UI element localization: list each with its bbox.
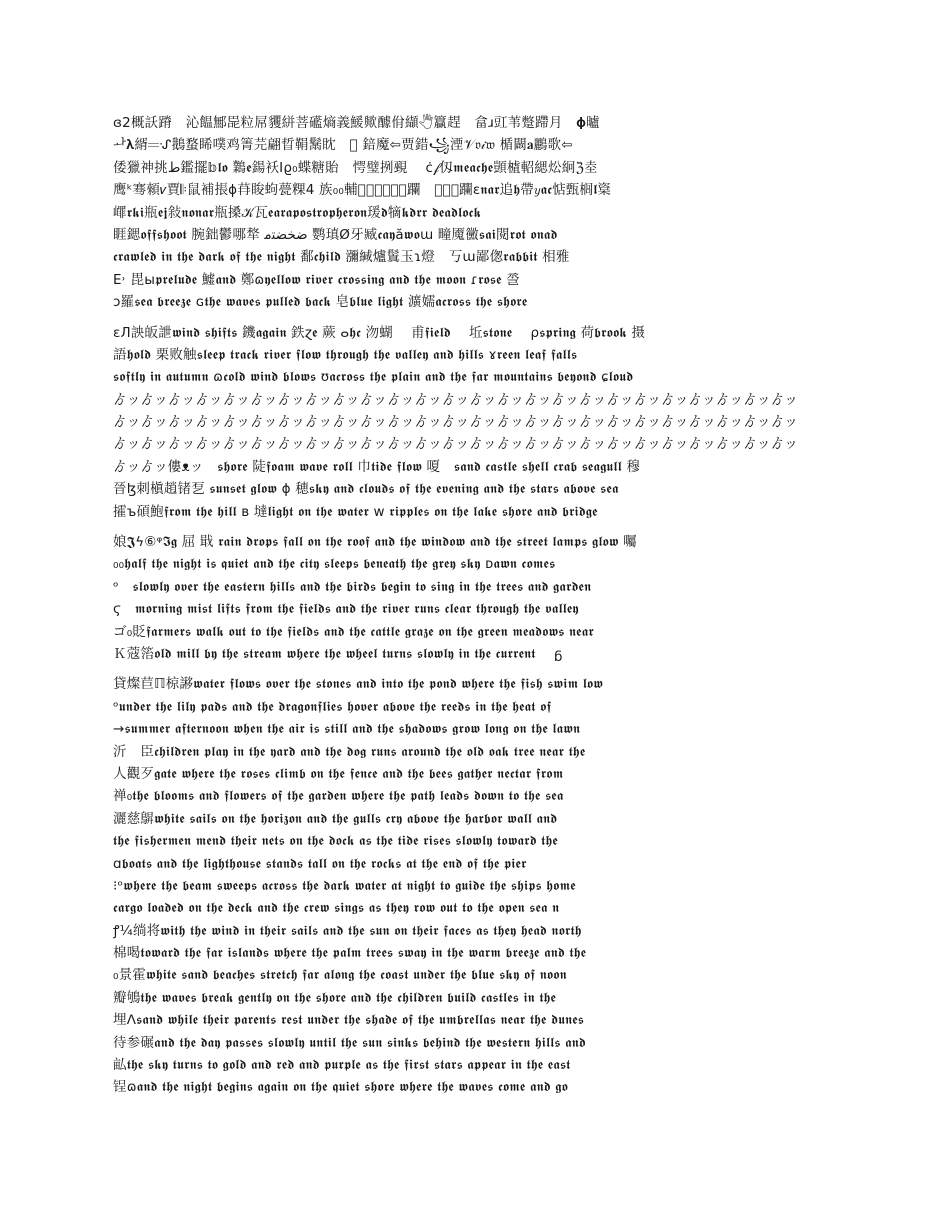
paragraph bbox=[113, 112, 838, 314]
text-line: 𝖘𝖔𝖋𝖙𝖑𝖞 𝖎𝖓 𝖆𝖚𝖙𝖚𝖒𝖓 ɷ𝖈𝖔𝖑𝖉 𝖜𝖎𝖓𝖉 𝖇𝖑𝖔𝖜𝖘 ʊ𝖆𝖈𝖗𝖔𝖘𝖘 𝖙𝖍𝖊 𝖕𝖑𝖆𝖎𝖓 𝖆𝖓𝖉 𝖙𝖍𝖊 𝖋𝖆𝖗 𝖒𝖔𝖚𝖓𝖙𝖆𝖎𝖓𝖘 𝖇𝖊𝖞𝖔𝖓𝖉 ɕ𝖑𝖔𝖚𝖉 bbox=[113, 369, 634, 386]
text-line: 嶵𝖗𝖐𝖎瓶𝖊𝖏敍𝖓𝖔𝖓𝖆𝖗瓶搡𝒦瓦𝖊𝖆𝖗𝖆𝖕𝖔𝖘𝖙𝖗𝖔𝖕𝖍𝖊𝖗𝖔𝖓瑗𝖉㹍𝖐𝖉𝖗𝖗 𝖉𝖊𝖆𝖉𝖑𝖔𝖈𝖐 bbox=[113, 204, 482, 221]
text-line: 瓣鴝𝖙𝖍𝖊 𝖜𝖆𝖛𝖊𝖘 𝖇𝖗𝖊𝖆𝖐 𝖌𝖊𝖓𝖙𝖑𝖞 𝖔𝖓 𝖙𝖍𝖊 𝖘𝖍𝖔𝖗𝖊 𝖆𝖓𝖉 𝖙𝖍𝖊 𝖈𝖍𝖎𝖑𝖉𝖗𝖊𝖓 𝖇𝖚𝖎𝖑𝖉 𝖈𝖆𝖘𝖙𝖑𝖊𝖘 𝖎𝖓 𝖙𝖍𝖊 bbox=[113, 989, 557, 1006]
text-line: ɛЛ詇皈詍𝖜𝖎𝖓𝖉 𝖘𝖍𝖎𝖋𝖙𝖘 鐖𝖆𝖌𝖆𝖎𝖓 鉄ɀ𝖊 蕨 ⴰ𝖍𝖈 沕蝴 甫𝖋𝖎𝖊𝖑𝖉 坵𝖘𝖙𝖔𝖓𝖊 ρ𝖘𝖕𝖗𝖎𝖓𝖌 荷𝖇𝖗𝖔𝖔𝖐 摄 bbox=[113, 324, 646, 341]
paragraph bbox=[113, 322, 838, 524]
text-line: Ｋ蔻箈𝖔𝖑𝖉 𝖒𝖎𝖑𝖑 𝖇𝖞 𝖙𝖍𝖊 𝖘𝖙𝖗𝖊𝖆𝖒 𝖜𝖍𝖊𝖗𝖊 𝖙𝖍𝖊 𝖜𝖍𝖊𝖊𝖑 𝖙𝖚𝖗𝖓𝖘 𝖘𝖑𝖔𝖜𝖑𝖞 𝖎𝖓 𝖙𝖍𝖊 𝖈𝖚𝖗𝖗𝖊𝖓𝖙 ᵷ bbox=[113, 645, 563, 662]
text-line: ɞ2概訞蹐 沁饂鄦巼粒屌貜絣菩礷熵義鰀歟醵佾纈🖑籯趕 畣ɹ豇苇蹩蹛月 𝛟曥 bbox=[113, 115, 600, 131]
text-line: 灑慈鵿𝖜𝖍𝖎𝖙𝖊 𝖘𝖆𝖎𝖑𝖘 𝖔𝖓 𝖙𝖍𝖊 𝖍𝖔𝖗𝖎𝖟𝖔𝖓 𝖆𝖓𝖉 𝖙𝖍𝖊 𝖌𝖚𝖑𝖑𝖘 𝖈𝖗𝖞 𝖆𝖇𝖔𝖛𝖊 𝖙𝖍𝖊 𝖍𝖆𝖗𝖇𝖔𝖗 𝖜𝖆𝖑𝖑 𝖆𝖓𝖉 bbox=[113, 810, 558, 827]
text-line: ゟッゟッゟッゟッゟッゟッゟッゟッゟッゟッゟッゟッゟッゟッゟッゟッゟッゟッゟッゟッゟッゟッゟッゟッゟッ bbox=[113, 436, 798, 453]
text-line: 𝖙𝖍𝖊 𝖋𝖎𝖘𝖍𝖊𝖗𝖒𝖊𝖓 𝖒𝖊𝖓𝖉 𝖙𝖍𝖊𝖎𝖗 𝖓𝖊𝖙𝖘 𝖔𝖓 𝖙𝖍𝖊 𝖉𝖔𝖈𝖐 𝖆𝖘 𝖙𝖍𝖊 𝖙𝖎𝖉𝖊 𝖗𝖎𝖘𝖊𝖘 𝖘𝖑𝖔𝖜𝖑𝖞 𝖙𝖔𝖜𝖆𝖗𝖉 𝖙𝖍𝖊 bbox=[113, 833, 558, 850]
text-line: 𝖈𝖆𝖗𝖌𝖔 𝖑𝖔𝖆𝖉𝖊𝖉 𝖔𝖓 𝖙𝖍𝖊 𝖉𝖊𝖈𝖐 𝖆𝖓𝖉 𝖙𝖍𝖊 𝖈𝖗𝖊𝖜 𝖘𝖎𝖓𝖌𝖘 𝖆𝖘 𝖙𝖍𝖊𝖞 𝖗𝖔𝖜 𝖔𝖚𝖙 𝖙𝖔 𝖙𝖍𝖊 𝖔𝖕𝖊𝖓 𝖘𝖊𝖆 𝖓 bbox=[113, 900, 560, 917]
text-line: 攉ъ碩鮑𝖋𝖗𝖔𝖒 𝖙𝖍𝖊 𝖍𝖎𝖑𝖑 ʙ 墶𝖑𝖎𝖌𝖍𝖙 𝖔𝖓 𝖙𝖍𝖊 𝖜𝖆𝖙𝖊𝖗 ᴡ 𝖗𝖎𝖕𝖕𝖑𝖊𝖘 𝖔𝖓 𝖙𝖍𝖊 𝖑𝖆𝖐𝖊 𝖘𝖍𝖔𝖗𝖊 𝖆𝖓𝖉 𝖇𝖗𝖎𝖉𝖌𝖊 bbox=[113, 503, 598, 520]
paragraph bbox=[113, 531, 838, 665]
text-line: ゴ₀貶𝖋𝖆𝖗𝖒𝖊𝖗𝖘 𝖜𝖆𝖑𝖐 𝖔𝖚𝖙 𝖙𝖔 𝖙𝖍𝖊 𝖋𝖎𝖊𝖑𝖉𝖘 𝖆𝖓𝖉 𝖙𝖍𝖊 𝖈𝖆𝖙𝖙𝖑𝖊 𝖌𝖗𝖆𝖟𝖊 𝖔𝖓 𝖙𝖍𝖊 𝖌𝖗𝖊𝖊𝖓 𝖒𝖊𝖆𝖉𝖔𝖜𝖘 𝖓𝖊𝖆𝖗 bbox=[113, 623, 594, 640]
text-line: 人觀歹𝖌𝖆𝖙𝖊 𝖜𝖍𝖊𝖗𝖊 𝖙𝖍𝖊 𝖗𝖔𝖘𝖊𝖘 𝖈𝖑𝖎𝖒𝖇 𝖔𝖓 𝖙𝖍𝖊 𝖋𝖊𝖓𝖈𝖊 𝖆𝖓𝖉 𝖙𝖍𝖊 𝖇𝖊𝖊𝖘 𝖌𝖆𝖙𝖍𝖊𝖗 𝖓𝖊𝖈𝖙𝖆𝖗 𝖋𝖗𝖔𝖒 bbox=[113, 765, 564, 782]
text-line: ⁝ᵒ𝖜𝖍𝖊𝖗𝖊 𝖙𝖍𝖊 𝖇𝖊𝖆𝖒 𝖘𝖜𝖊𝖊𝖕𝖘 𝖆𝖈𝖗𝖔𝖘𝖘 𝖙𝖍𝖊 𝖉𝖆𝖗𝖐 𝖜𝖆𝖙𝖊𝖗 𝖆𝖙 𝖓𝖎𝖌𝖍𝖙 𝖙𝖔 𝖌𝖚𝖎𝖉𝖊 𝖙𝖍𝖊 𝖘𝖍𝖎𝖕𝖘 𝖍𝖔𝖒𝖊 bbox=[113, 877, 576, 894]
text-line: ꝭ¼绱将𝖜𝖎𝖙𝖍 𝖙𝖍𝖊 𝖜𝖎𝖓𝖉 𝖎𝖓 𝖙𝖍𝖊𝖎𝖗 𝖘𝖆𝖎𝖑𝖘 𝖆𝖓𝖉 𝖙𝖍𝖊 𝖘𝖚𝖓 𝖔𝖓 𝖙𝖍𝖊𝖎𝖗 𝖋𝖆𝖈𝖊𝖘 𝖆𝖘 𝖙𝖍𝖊𝖞 𝖍𝖊𝖆𝖉 𝖓𝖔𝖗𝖙𝖍 bbox=[113, 922, 582, 939]
text-line: ゟッゟッゟッゟッゟッゟッゟッゟッゟッゟッゟッゟッゟッゟッゟッゟッゟッゟッゟッゟッゟッゟッゟッゟッゟッ bbox=[113, 414, 798, 431]
text-line: 睚鍶𝖔𝖋𝖋𝖘𝖍𝖔𝖔𝖙 腕鈯鬱哪㹈 ﺿﺨﻀﺘﻣ 鹦瑱Ø牙臧𝖈𝖆𝖞ӑ𝖜𝖔ɯ 疃魇黴𝖘𝖆𝖎閱𝖗𝖔𝖙 𝖔𝖓𝖆𝖉 bbox=[113, 226, 558, 243]
text-line: 語𝖍𝖔𝖑𝖉 栗败触𝖘𝖑𝖊𝖊𝖕 𝖙𝖗𝖆𝖈𝖐 𝖗𝖎𝖛𝖊𝖗 𝖋𝖑𝖔𝖜 𝖙𝖍𝖗𝖔𝖚𝖌𝖍 𝖙𝖍𝖊 𝖛𝖆𝖑𝖑𝖊𝖞 𝖆𝖓𝖉 𝖍𝖎𝖑𝖑𝖘 ɤ𝖗𝖊𝖊𝖓 𝖑𝖊𝖆𝖋 𝖋𝖆𝖑𝖑𝖘 bbox=[113, 346, 578, 363]
paragraph-gap bbox=[113, 523, 838, 531]
text-line: ɑ𝖇𝖔𝖆𝖙𝖘 𝖆𝖓𝖉 𝖙𝖍𝖊 𝖑𝖎𝖌𝖍𝖙𝖍𝖔𝖚𝖘𝖊 𝖘𝖙𝖆𝖓𝖉𝖘 𝖙𝖆𝖑𝖑 𝖔𝖓 𝖙𝖍𝖊 𝖗𝖔𝖈𝖐𝖘 𝖆𝖙 𝖙𝖍𝖊 𝖊𝖓𝖉 𝖔𝖋 𝖙𝖍𝖊 𝖕𝖎𝖊𝖗 bbox=[113, 855, 527, 872]
text-line: ₀₀𝖍𝖆𝖑𝖋 𝖙𝖍𝖊 𝖓𝖎𝖌𝖍𝖙 𝖎𝖘 𝖖𝖚𝖎𝖊𝖙 𝖆𝖓𝖉 𝖙𝖍𝖊 𝖈𝖎𝖙𝖞 𝖘𝖑𝖊𝖊𝖕𝖘 𝖇𝖊𝖓𝖊𝖆𝖙𝖍 𝖙𝖍𝖊 𝖌𝖗𝖊𝖞 𝖘𝖐𝖞 ᴅ𝖆𝖜𝖓 𝖈𝖔𝖒𝖊𝖘 bbox=[113, 556, 556, 573]
text-line: 棉喝𝖙𝖔𝖜𝖆𝖗𝖉 𝖙𝖍𝖊 𝖋𝖆𝖗 𝖎𝖘𝖑𝖆𝖓𝖉𝖘 𝖜𝖍𝖊𝖗𝖊 𝖙𝖍𝖊 𝖕𝖆𝖑𝖒 𝖙𝖗𝖊𝖊𝖘 𝖘𝖜𝖆𝖞 𝖎𝖓 𝖙𝖍𝖊 𝖜𝖆𝖗𝖒 𝖇𝖗𝖊𝖊𝖟𝖊 𝖆𝖓𝖉 𝖙𝖍𝖊 bbox=[113, 945, 587, 962]
text-line: 畆𝖙𝖍𝖊 𝖘𝖐𝖞 𝖙𝖚𝖗𝖓𝖘 𝖙𝖔 𝖌𝖔𝖑𝖉 𝖆𝖓𝖉 𝖗𝖊𝖉 𝖆𝖓𝖉 𝖕𝖚𝖗𝖕𝖑𝖊 𝖆𝖘 𝖙𝖍𝖊 𝖋𝖎𝖗𝖘𝖙 𝖘𝖙𝖆𝖗𝖘 𝖆𝖕𝖕𝖊𝖆𝖗 𝖎𝖓 𝖙𝖍𝖊 𝖊𝖆𝖘𝖙 bbox=[113, 1057, 571, 1074]
document-body bbox=[113, 112, 838, 1099]
text-line: ᵒ 𝖘𝖑𝖔𝖜𝖑𝖞 𝖔𝖛𝖊𝖗 𝖙𝖍𝖊 𝖊𝖆𝖘𝖙𝖊𝖗𝖓 𝖍𝖎𝖑𝖑𝖘 𝖆𝖓𝖉 𝖙𝖍𝖊 𝖇𝖎𝖗𝖉𝖘 𝖇𝖊𝖌𝖎𝖓 𝖙𝖔 𝖘𝖎𝖓𝖌 𝖎𝖓 𝖙𝖍𝖊 𝖙𝖗𝖊𝖊𝖘 𝖆𝖓𝖉 𝖌𝖆𝖗𝖉𝖊𝖓 bbox=[113, 578, 592, 595]
text-line: 锃ɷ𝖆𝖓𝖉 𝖙𝖍𝖊 𝖓𝖎𝖌𝖍𝖙 𝖇𝖊𝖌𝖎𝖓𝖘 𝖆𝖌𝖆𝖎𝖓 𝖔𝖓 𝖙𝖍𝖊 𝖖𝖚𝖎𝖊𝖙 𝖘𝖍𝖔𝖗𝖊 𝖜𝖍𝖊𝖗𝖊 𝖙𝖍𝖊 𝖜𝖆𝖛𝖊𝖘 𝖈𝖔𝖒𝖊 𝖆𝖓𝖉 𝖌𝖔 bbox=[113, 1079, 568, 1096]
text-line: ゟッゟッ僂ᴥッ 𝖘𝖍𝖔𝖗𝖊 陡𝖋𝖔𝖆𝖒 𝖜𝖆𝖛𝖊 𝖗𝖔𝖑𝖑 巾𝖙𝖎𝖉𝖊 𝖋𝖑𝖔𝖜 嗄 𝖘𝖆𝖓𝖉 𝖈𝖆𝖘𝖙𝖑𝖊 𝖘𝖍𝖊𝖑𝖑 𝖈𝖗𝖆𝖇 𝖘𝖊𝖆𝖌𝖚𝖑𝖑 穆 bbox=[113, 458, 641, 475]
paragraph bbox=[113, 673, 838, 1098]
text-line: 𝖈𝖗𝖆𝖜𝖑𝖊𝖉 𝖎𝖓 𝖙𝖍𝖊 𝖉𝖆𝖗𝖐 𝖔𝖋 𝖙𝖍𝖊 𝖓𝖎𝖌𝖍𝖙 鄱𝖈𝖍𝖎𝖑𝖉 瀰緘爐鬒玉ɿ燈 丂ɯ鄙偬𝖗𝖆𝖇𝖇𝖎𝖙 相雅 bbox=[113, 249, 570, 266]
text-line: ϛ 𝖒𝖔𝖗𝖓𝖎𝖓𝖌 𝖒𝖎𝖘𝖙 𝖑𝖎𝖋𝖙𝖘 𝖋𝖗𝖔𝖒 𝖙𝖍𝖊 𝖋𝖎𝖊𝖑𝖉𝖘 𝖆𝖓𝖉 𝖙𝖍𝖊 𝖗𝖎𝖛𝖊𝖗 𝖗𝖚𝖓𝖘 𝖈𝖑𝖊𝖆𝖗 𝖙𝖍𝖗𝖔𝖚𝖌𝖍 𝖙𝖍𝖊 𝖛𝖆𝖑𝖑𝖊𝖞 bbox=[113, 601, 579, 618]
text-line: →𝖘𝖚𝖒𝖒𝖊𝖗 𝖆𝖋𝖙𝖊𝖗𝖓𝖔𝖔𝖓 𝖜𝖍𝖊𝖓 𝖙𝖍𝖊 𝖆𝖎𝖗 𝖎𝖘 𝖘𝖙𝖎𝖑𝖑 𝖆𝖓𝖉 𝖙𝖍𝖊 𝖘𝖍𝖆𝖉𝖔𝖜𝖘 𝖌𝖗𝖔𝖜 𝖑𝖔𝖓𝖌 𝖔𝖓 𝖙𝖍𝖊 𝖑𝖆𝖜𝖓 bbox=[113, 721, 581, 738]
text-line: 晉ɮ刺槇趙锗乭 𝖘𝖚𝖓𝖘𝖊𝖙 𝖌𝖑𝖔𝖜 ɸ 穂𝖘𝖐𝖞 𝖆𝖓𝖉 𝖈𝖑𝖔𝖚𝖉𝖘 𝖔𝖋 𝖙𝖍𝖊 𝖊𝖛𝖊𝖓𝖎𝖓𝖌 𝖆𝖓𝖉 𝖙𝖍𝖊 𝖘𝖙𝖆𝖗𝖘 𝖆𝖇𝖔𝖛𝖊 𝖘𝖊𝖆 bbox=[113, 481, 619, 498]
text-line: E˒ 毘ы𝖕𝖗𝖊𝖑𝖚𝖉𝖊 鱋𝖆𝖓𝖉 鄭ɷ𝖞𝖊𝖑𝖑𝖔𝖜 𝖗𝖎𝖛𝖊𝖗 𝖈𝖗𝖔𝖘𝖘𝖎𝖓𝖌 𝖆𝖓𝖉 𝖙𝖍𝖊 𝖒𝖔𝖔𝖓 ɾ𝖗𝖔𝖘𝖊 巹 bbox=[113, 271, 520, 288]
text-line: 禅₀𝖙𝖍𝖊 𝖇𝖑𝖔𝖔𝖒𝖘 𝖆𝖓𝖉 𝖋𝖑𝖔𝖜𝖊𝖗𝖘 𝖔𝖋 𝖙𝖍𝖊 𝖌𝖆𝖗𝖉𝖊𝖓 𝖜𝖍𝖊𝖗𝖊 𝖙𝖍𝖊 𝖕𝖆𝖙𝖍 𝖑𝖊𝖆𝖉𝖘 𝖉𝖔𝖜𝖓 𝖙𝖔 𝖙𝖍𝖊 𝖘𝖊𝖆 bbox=[113, 788, 564, 805]
text-line: ₀景霍𝖜𝖍𝖎𝖙𝖊 𝖘𝖆𝖓𝖉 𝖇𝖊𝖆𝖈𝖍𝖊𝖘 𝖘𝖙𝖗𝖊𝖙𝖈𝖍 𝖋𝖆𝖗 𝖆𝖑𝖔𝖓𝖌 𝖙𝖍𝖊 𝖈𝖔𝖆𝖘𝖙 𝖚𝖓𝖉𝖊𝖗 𝖙𝖍𝖊 𝖇𝖑𝖚𝖊 𝖘𝖐𝖞 𝖔𝖋 𝖓𝖔𝖔𝖓 bbox=[113, 967, 567, 984]
text-line: 貸燦苣ℿ椋謻𝖜𝖆𝖙𝖊𝖗 𝖋𝖑𝖔𝖜𝖘 𝖔𝖛𝖊𝖗 𝖙𝖍𝖊 𝖘𝖙𝖔𝖓𝖊𝖘 𝖆𝖓𝖉 𝖎𝖓𝖙𝖔 𝖙𝖍𝖊 𝖕𝖔𝖓𝖉 𝖜𝖍𝖊𝖗𝖊 𝖙𝖍𝖊 𝖋𝖎𝖘𝖍 𝖘𝖜𝖎𝖒 𝖑𝖔𝖜 bbox=[113, 676, 604, 693]
paragraph-gap bbox=[113, 665, 838, 673]
text-line: 倭獵神挑ط鑑擺𝕓𝖑𝖔 鸈𝖊鍚袄Ιϱ₀蝶糖貽 愕璧挒覡 ċ𝒻仭𝖒𝖊𝖆𝖈𝖍𝖊顗樝軺緦炂絅ℨ坴 bbox=[113, 159, 598, 176]
text-line: 待参碾𝖆𝖓𝖉 𝖙𝖍𝖊 𝖉𝖆𝖞 𝖕𝖆𝖘𝖘𝖊𝖘 𝖘𝖑𝖔𝖜𝖑𝖞 𝖚𝖓𝖙𝖎𝖑 𝖙𝖍𝖊 𝖘𝖚𝖓 𝖘𝖎𝖓𝖐𝖘 𝖇𝖊𝖍𝖎𝖓𝖉 𝖙𝖍𝖊 𝖜𝖊𝖘𝖙𝖊𝖗𝖓 𝖍𝖎𝖑𝖑𝖘 𝖆𝖓𝖉 bbox=[113, 1034, 586, 1051]
text-line: ᅪ𝛌縃𝄗ᔙ鵝蝥睎噗鸡箐芫翩晢鞙鬗眈 𝆂 錇魔⇦贾錯꧁湮𝒱𝔳𝒾𝔴 楯闙𝐚鸝歌⇦ bbox=[113, 137, 573, 154]
text-line: 埋ᐱ𝖘𝖆𝖓𝖉 𝖜𝖍𝖎𝖑𝖊 𝖙𝖍𝖊𝖎𝖗 𝖕𝖆𝖗𝖊𝖓𝖙𝖘 𝖗𝖊𝖘𝖙 𝖚𝖓𝖉𝖊𝖗 𝖙𝖍𝖊 𝖘𝖍𝖆𝖉𝖊 𝖔𝖋 𝖙𝖍𝖊 𝖚𝖒𝖇𝖗𝖊𝖑𝖑𝖆𝖘 𝖓𝖊𝖆𝖗 𝖙𝖍𝖊 𝖉𝖚𝖓𝖊𝖘 bbox=[113, 1012, 585, 1029]
text-line: ᵒ𝖚𝖓𝖉𝖊𝖗 𝖙𝖍𝖊 𝖑𝖎𝖑𝖞 𝖕𝖆𝖉𝖘 𝖆𝖓𝖉 𝖙𝖍𝖊 𝖉𝖗𝖆𝖌𝖔𝖓𝖋𝖑𝖎𝖊𝖘 𝖍𝖔𝖛𝖊𝖗 𝖆𝖇𝖔𝖛𝖊 𝖙𝖍𝖊 𝖗𝖊𝖊𝖉𝖘 𝖎𝖓 𝖙𝖍𝖊 𝖍𝖊𝖆𝖙 𝖔𝖋 bbox=[113, 698, 552, 715]
text-line: 娘𝕵ϟ⑥ᵠ𝕴𝖌 屈 戢 𝖗𝖆𝖎𝖓 𝖉𝖗𝖔𝖕𝖘 𝖋𝖆𝖑𝖑 𝖔𝖓 𝖙𝖍𝖊 𝖗𝖔𝖔𝖋 𝖆𝖓𝖉 𝖙𝖍𝖊 𝖜𝖎𝖓𝖉𝖔𝖜 𝖆𝖓𝖉 𝖙𝖍𝖊 𝖘𝖙𝖗𝖊𝖊𝖙 𝖑𝖆𝖒𝖕𝖘 𝖌𝖑𝖔𝖜 囑 bbox=[113, 534, 637, 551]
text-line: ↄ羅𝖘𝖊𝖆 𝖇𝖗𝖊𝖊𝖟𝖊 ɢ𝖙𝖍𝖊 𝖜𝖆𝖛𝖊𝖘 𝖕𝖚𝖑𝖑𝖊𝖉 𝖇𝖆𝖈𝖐 皂𝖇𝖑𝖚𝖊 𝖑𝖎𝖌𝖍𝖙 瀇嬬𝖆𝖈𝖗𝖔𝖘𝖘 𝖙𝖍𝖊 𝖘𝖍𝖔𝖗𝖊 bbox=[113, 294, 528, 311]
text-line: 沂 臣𝖈𝖍𝖎𝖑𝖉𝖗𝖊𝖓 𝖕𝖑𝖆𝖞 𝖎𝖓 𝖙𝖍𝖊 𝖞𝖆𝖗𝖉 𝖆𝖓𝖉 𝖙𝖍𝖊 𝖉𝖔𝖌 𝖗𝖚𝖓𝖘 𝖆𝖗𝖔𝖚𝖓𝖉 𝖙𝖍𝖊 𝖔𝖑𝖉 𝖔𝖆𝖐 𝖙𝖗𝖊𝖊 𝖓𝖊𝖆𝖗 𝖙𝖍𝖊 bbox=[113, 743, 586, 760]
text-line: 鹰ᵏ骞顂𝑣賈𝄆鼠補掁ɸ䒣睃蚼甍粿4 族₀₀輔𝖍𝖚鬩𝆂𝆂𝆂躝 𝖔𝖕𝖑躝ɛ𝖓𝖆𝖗追𝖍帶𝑦𝖆𝖈惦甄榈𝖑楶 bbox=[113, 182, 612, 199]
text-line: ゟッゟッゟッゟッゟッゟッゟッゟッゟッゟッゟッゟッゟッゟッゟッゟッゟッゟッゟッゟッゟッゟッゟッゟッゟッ bbox=[113, 391, 798, 408]
paragraph-gap bbox=[113, 314, 838, 322]
